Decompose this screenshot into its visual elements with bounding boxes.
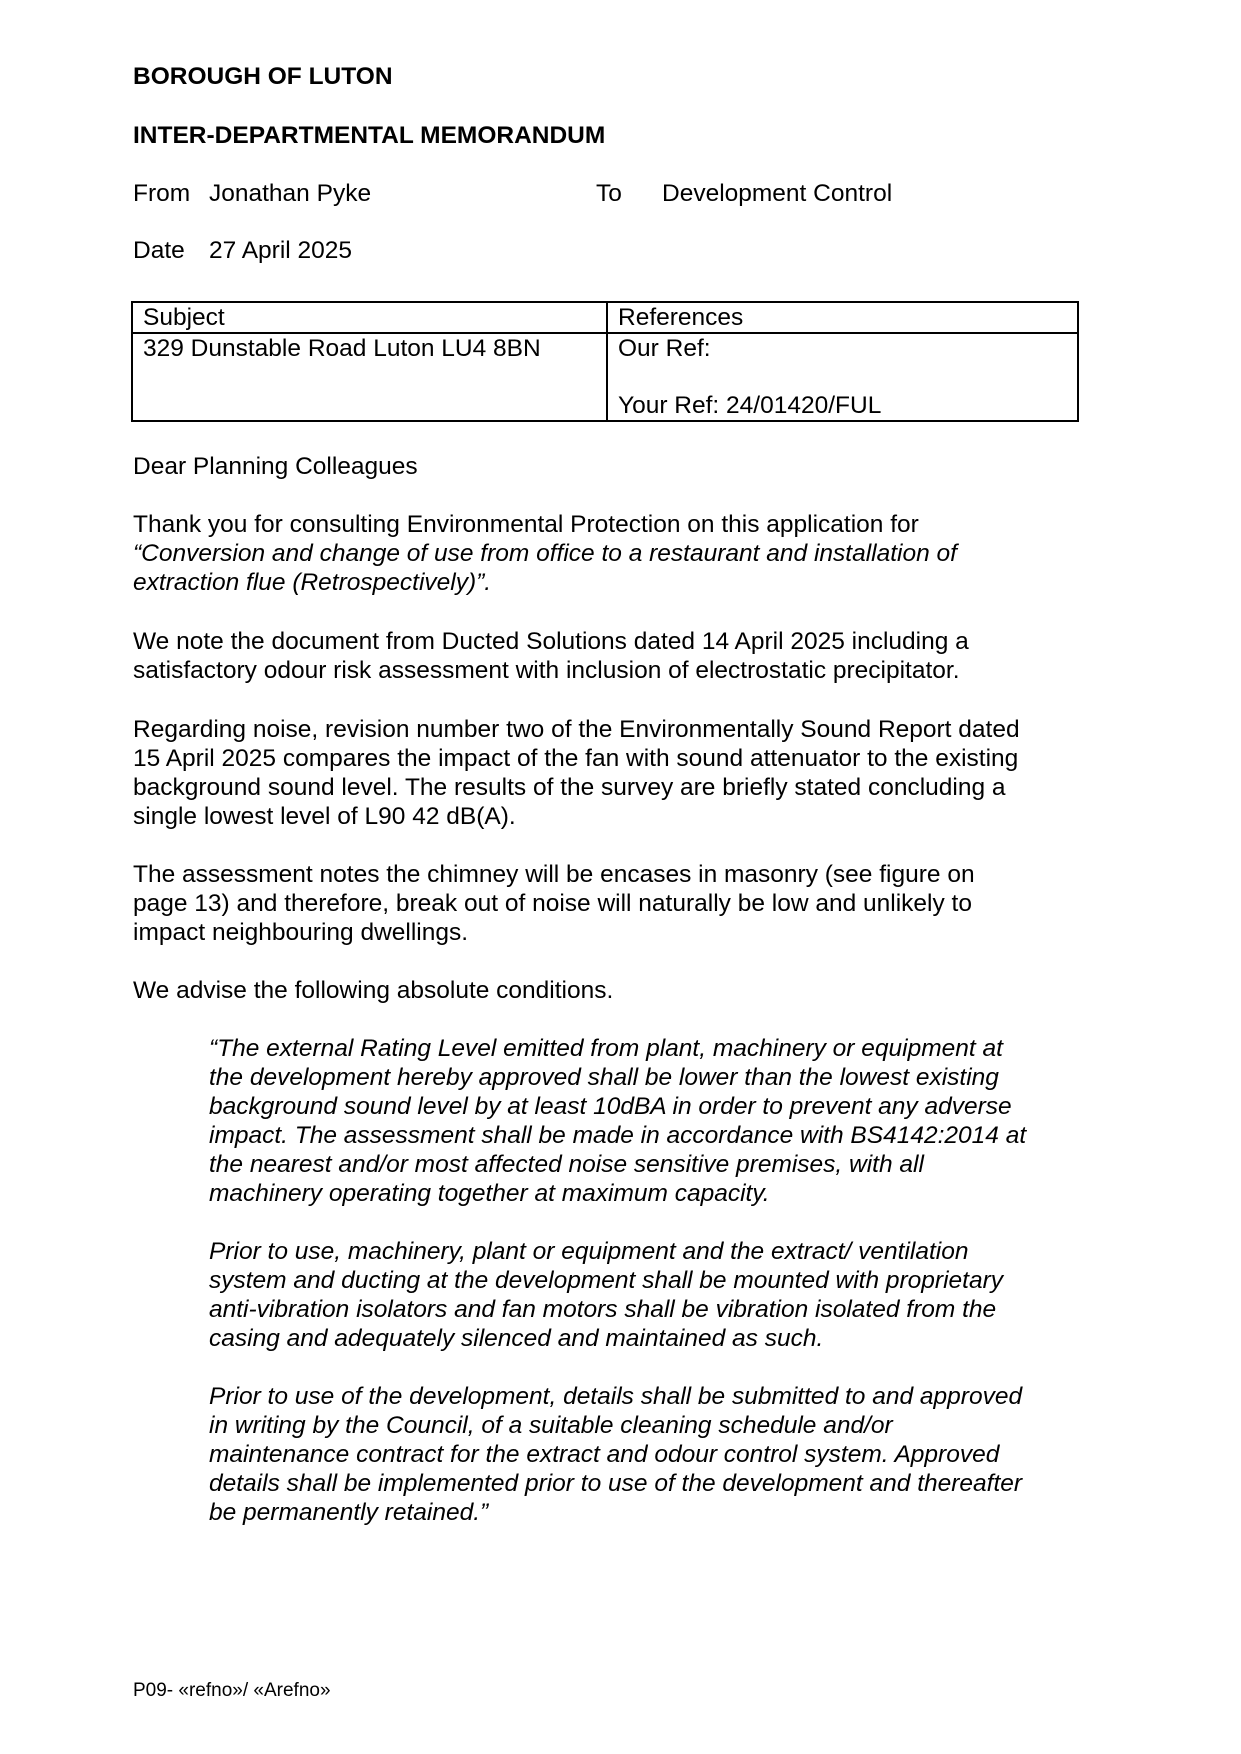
paragraph-conditions-intro: [133, 976, 613, 1005]
application-description-line: “Conversion and change of use from office to a restaurant and installation of: [133, 540, 957, 567]
paragraph-consultation: [133, 510, 957, 597]
paragraph-line: We note the document from Ducted Solutions dated 14 April 2025 including a: [133, 628, 969, 655]
paragraph-line: page 13) and therefore, break out of noise will naturally be low and unlikely to: [133, 890, 972, 917]
memo-type-title: INTER-DEPARTMENTAL MEMORANDUM: [133, 122, 606, 149]
paragraph-chimney: [133, 860, 975, 947]
to-label: To: [596, 180, 622, 207]
paragraph-line: satisfactory odour risk assessment with inclusion of electrostatic precipitator.: [133, 657, 960, 684]
references-cell: [607, 333, 1078, 421]
condition-line: Prior to use, machinery, plant or equipment and the extract/ ventilation: [209, 1238, 969, 1265]
application-description-line: extraction flue (Retrospectively)”.: [133, 569, 492, 596]
organisation-title: BOROUGH OF LUTON: [133, 63, 393, 90]
condition-line: the nearest and/or most affected noise sensitive premises, with all: [209, 1151, 924, 1178]
condition-line: background sound level by at least 10dBA in order to prevent any adverse: [209, 1093, 1012, 1120]
condition-anti-vibration: [209, 1237, 1003, 1353]
footer-reference: P09- «refno»/ «Arefno»: [133, 1680, 331, 1701]
condition-noise-rating: [209, 1034, 1026, 1208]
date-label: Date: [133, 237, 185, 264]
condition-line: “The external Rating Level emitted from plant, machinery or equipment at: [209, 1035, 1003, 1062]
paragraph-line: background sound level. The results of the survey are briefly stated concluding a: [133, 774, 1006, 801]
condition-line: system and ducting at the development shall be mounted with proprietary: [209, 1267, 1003, 1294]
condition-line: anti-vibration isolators and fan motors shall be vibration isolated from the: [209, 1296, 997, 1323]
paragraph-line: 15 April 2025 compares the impact of the fan with sound attenuator to the existing: [133, 745, 1019, 772]
salutation: Dear Planning Colleagues: [133, 453, 418, 480]
to-value: Development Control: [662, 180, 893, 207]
subject-header: Subject: [132, 302, 607, 333]
condition-line: casing and adequately silenced and maintained as such.: [209, 1325, 824, 1352]
condition-line: impact. The assessment shall be made in accordance with BS4142:2014 at: [209, 1122, 1027, 1149]
condition-line: in writing by the Council, of a suitable cleaning schedule and/or: [209, 1412, 893, 1439]
your-ref: Your Ref: 24/01420/FUL: [618, 392, 882, 419]
condition-line: maintenance contract for the extract and odour control system. Approved: [209, 1441, 1000, 1468]
our-ref: Our Ref:: [618, 335, 711, 362]
paragraph-line: impact neighbouring dwellings.: [133, 919, 469, 946]
paragraph-line: Thank you for consulting Environmental Protection on this application for: [133, 511, 919, 538]
date-value: 27 April 2025: [209, 237, 353, 264]
subject-references-table: [131, 301, 1079, 422]
from-value: Jonathan Pyke: [209, 180, 372, 207]
paragraph-line: single lowest level of L90 42 dB(A).: [133, 803, 516, 830]
subject-value: 329 Dunstable Road Luton LU4 8BN: [132, 333, 607, 421]
paragraph-line: The assessment notes the chimney will be encases in masonry (see figure on: [133, 861, 975, 888]
paragraph-odour: [133, 627, 969, 685]
references-header: References: [607, 302, 1078, 333]
condition-line: details shall be implemented prior to use of the development and thereafter: [209, 1470, 1023, 1497]
from-label: From: [133, 180, 191, 207]
condition-line: Prior to use of the development, details shall be submitted to and approved: [209, 1383, 1023, 1410]
paragraph-line: Regarding noise, revision number two of the Environmentally Sound Report dated: [133, 716, 1020, 743]
condition-line: the development hereby approved shall be lower than the lowest existing: [209, 1064, 999, 1091]
condition-line: be permanently retained.”: [209, 1499, 489, 1526]
paragraph-noise: [133, 715, 1020, 831]
paragraph-line: We advise the following absolute conditions.: [133, 977, 614, 1004]
condition-cleaning-schedule: [209, 1382, 1022, 1527]
condition-line: machinery operating together at maximum capacity.: [209, 1180, 770, 1207]
